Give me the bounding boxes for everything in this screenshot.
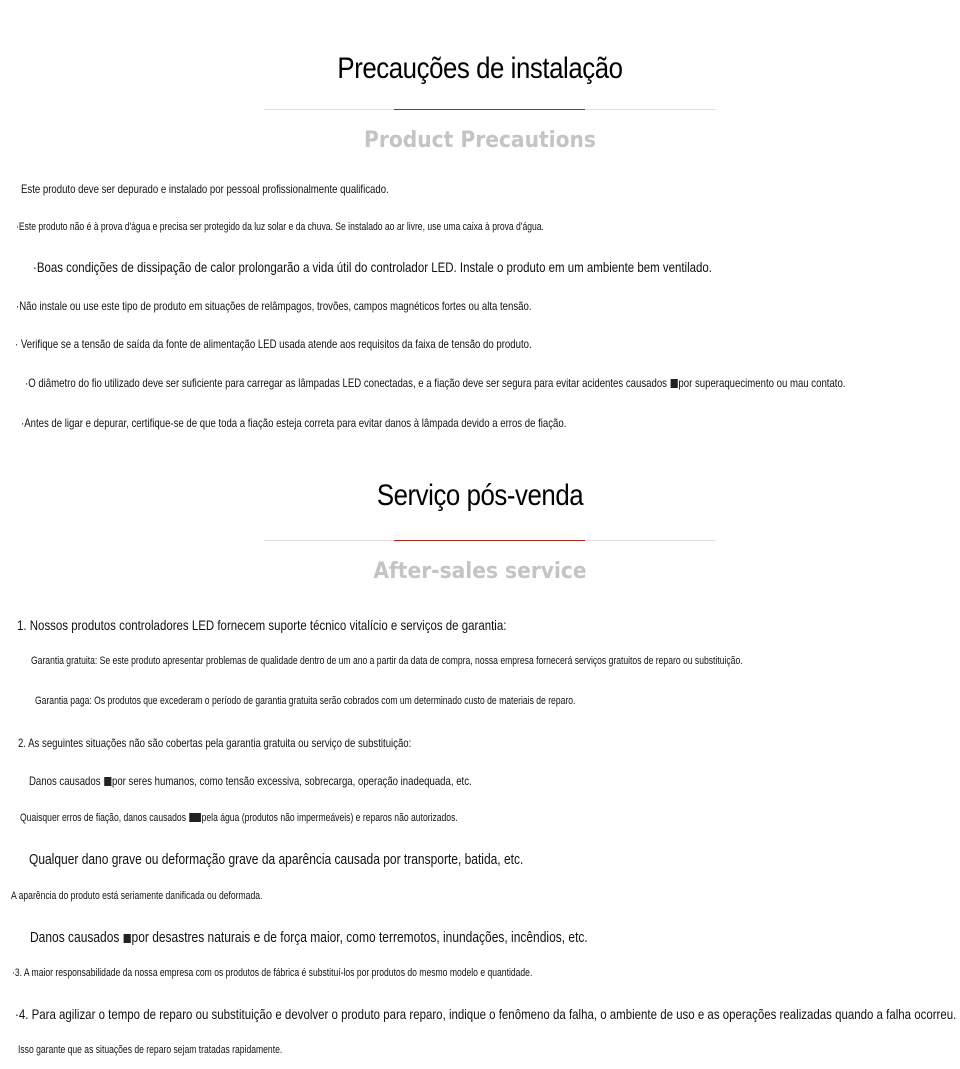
item-text: por desastres naturais e de força maior, como terremotos, inundações, incêndios, etc.: [131, 929, 588, 946]
missing-glyph-icon: [104, 777, 111, 786]
service-item: Garantia gratuita: Se este produto apresentar problemas de qualidade dentro de um ano a partir da data de compra, nossa empresa fornecerá serviços gratuitos de reparo ou substituição.: [31, 655, 743, 667]
service-item: Qualquer dano grave ou deformação grave da aparência causada por transporte, batida, etc.: [29, 851, 524, 868]
missing-glyph-icon: [124, 934, 131, 943]
item-text: pela água (produtos não impermeáveis) e reparos não autorizados.: [201, 812, 458, 824]
install-subtitle: Product Precautions: [364, 128, 596, 153]
item-text: ·O diâmetro do fio utilizado deve ser suficiente para carregar as lâmpadas LED conectadas, e a fiação deve ser segura para evitar acidentes causados: [25, 376, 670, 390]
service-item: A aparência do produto está seriamente danificada ou deformada.: [11, 890, 263, 902]
service-item: Garantia paga: Os produtos que excederam o período de garantia gratuita serão cobrados com um determinado custo de materiais de reparo.: [35, 695, 576, 707]
install-item: ·Antes de ligar e depurar, certifique-se de que toda a fiação esteja correta para evitar danos à lâmpada devido a erros de fiação.: [21, 416, 567, 430]
item-text: Danos causados: [30, 929, 123, 946]
service-item: 2. As seguintes situações não são cobertas pela garantia gratuita ou serviço de substituição:: [18, 736, 412, 750]
item-text: Danos causados: [29, 774, 104, 788]
service-item: 1. Nossos produtos controladores LED fornecem suporte técnico vitalício e serviços de garantia:: [17, 617, 507, 633]
service-subtitle: After-sales service: [373, 559, 587, 584]
service-item: Isso garante que as situações de reparo sejam tratadas rapidamente.: [18, 1044, 283, 1056]
missing-glyph-icon: [670, 379, 677, 388]
install-divider-accent: [394, 109, 585, 110]
item-text: por seres humanos, como tensão excessiva, sobrecarga, operação inadequada, etc.: [111, 774, 472, 788]
item-text: por superaquecimento ou mau contato.: [678, 376, 846, 390]
service-item: [20, 812, 458, 824]
service-item: [30, 929, 588, 946]
install-item: [25, 376, 845, 390]
missing-glyph-icon: [189, 813, 201, 822]
install-item: · Verifique se a tensão de saída da fonte de alimentação LED usada atende aos requisitos da faixa de tensão do produto.: [15, 337, 532, 351]
service-item: ·4. Para agilizar o tempo de reparo ou substituição e devolver o produto para reparo, indique o fenômeno da falha, o ambiente de uso e as operações realizadas quando a falha ocorreu.: [15, 1006, 957, 1022]
install-title: Precauções de instalação: [337, 52, 623, 85]
service-item: [29, 774, 472, 788]
install-item: ·Não instale ou use este tipo de produto em situações de relâmpagos, trovões, campos magnéticos fortes ou alta tensão.: [16, 299, 532, 313]
install-item: Este produto deve ser depurado e instalado por pessoal profissionalmente qualificado.: [21, 182, 389, 196]
service-title: Serviço pós-venda: [376, 479, 584, 512]
install-item: ·Boas condições de dissipação de calor prolongarão a vida útil do controlador LED. Instale o produto em um ambiente bem ventilado.: [33, 259, 712, 275]
install-item: ·Este produto não é à prova d'água e precisa ser protegido da luz solar e da chuva. Se instalado ao ar livre, use uma caixa à prova d'água.: [16, 221, 544, 233]
item-text: Quaisquer erros de fiação, danos causados: [20, 812, 189, 824]
service-item: ·3. A maior responsabilidade da nossa empresa com os produtos de fábrica é substituí-los por produtos do mesmo modelo e quantidade.: [12, 967, 533, 979]
service-divider-accent: [394, 540, 585, 541]
